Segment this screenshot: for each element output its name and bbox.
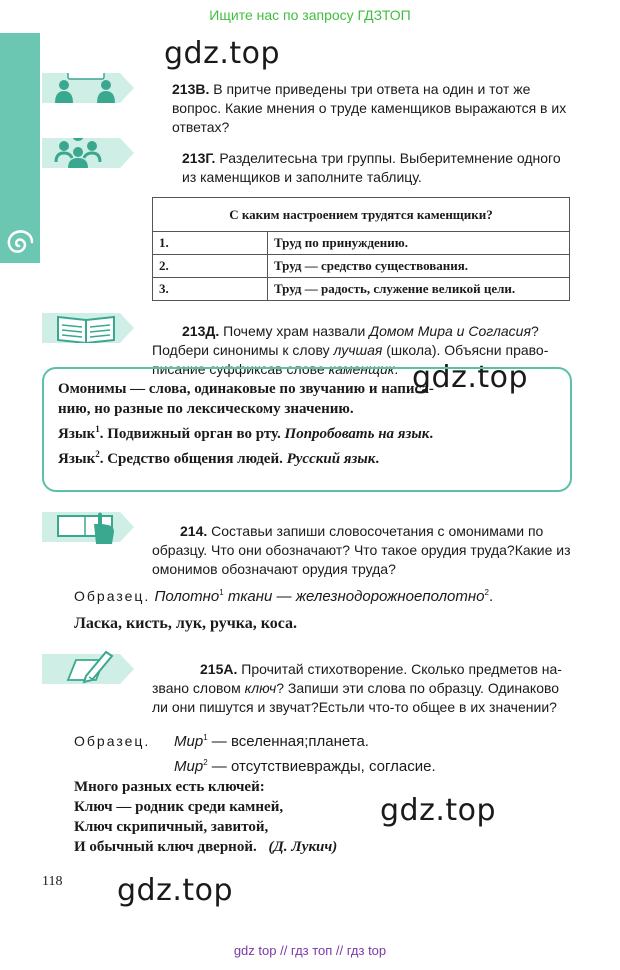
row-number: 3. (153, 278, 268, 301)
row-number: 1. (153, 232, 268, 255)
definition-box (42, 367, 572, 492)
task-215a: 215А. Прочитай стихотворение. Сколько предметов на- звано словом ключ? Запиши эти слова по образцу. Одинаково ли они пишутся и звучат?Естьли что-то общее в их значении? (152, 661, 562, 715)
watermark: gdz.top (164, 36, 281, 71)
poem-line: Много разных есть ключей: (74, 779, 265, 795)
pencil-icon (42, 650, 134, 684)
table-header-row (153, 198, 570, 232)
watermark: gdz.top (380, 793, 497, 828)
definition-line: нию, но разные по лексическому значению. (58, 401, 354, 417)
poem-line: Ключ скрипичный, завитой, (74, 819, 269, 835)
definition-line: Омонимы — слова, одинаковые по звучанию и написа- (58, 381, 434, 397)
poem-line: И обычный ключ дверной. (Д. Лукич) (74, 839, 338, 855)
task-text: В притче приведены три ответа на один и тот же вопрос. Какие мнения о труде каменщиков выражаются в их ответах? (172, 81, 567, 135)
task-text: Разделитесьна три группы. Выберитемнение одного из каменщиков и заполните таблицу. (182, 150, 561, 185)
group-icon (42, 138, 134, 168)
task-number: 213Г. (182, 150, 216, 166)
footer-links: gdz top // гдз топ // гдз top (233, 943, 387, 958)
table-row (153, 232, 570, 255)
book-icon (42, 313, 134, 343)
row-number: 2. (153, 255, 268, 278)
definition-example: Язык$^2$. Средство общения людей. Русский язык. (58, 449, 380, 467)
sample-214: Образец. Полотно$^1$ ткани — железнодорожноеполотно$^2$. (74, 588, 494, 605)
row-text: Труд по принуждению. (268, 232, 570, 255)
table-row (153, 278, 570, 301)
task-number: 214. (180, 523, 208, 539)
poem (74, 777, 337, 857)
row-text: Труд — радость, служение великой цели. (268, 278, 570, 301)
sample-215: Образец. Мир$^1$ — вселенная;планета. Мир$^2$ — отсутствиевражды, согласие. (74, 733, 436, 775)
task-213v (172, 80, 576, 137)
definition-example: Язык$^1$. Подвижный орган во рту. Попробовать на язык. (58, 424, 434, 442)
poem-author: (Д. Лукич) (268, 839, 338, 855)
watermark: gdz.top (412, 360, 529, 395)
swirl-icon (2, 226, 38, 258)
task-213d: 213Д. Почему храм назвали Домом Мира и Согласия? Подбери синонимы к слову лучшая (школа). Объясни право- писание суффиксав слове каменщик. (152, 323, 549, 377)
task-number: 215А. (200, 661, 238, 677)
table-row (153, 255, 570, 278)
sample-label: Образец. (74, 588, 151, 604)
search-hint: Ищите нас по запросу ГДЗТОП (209, 7, 411, 23)
hand-book-icon (42, 510, 134, 544)
dialogue-icon (42, 73, 134, 103)
words-214: Ласка, кисть, лук, ручка, коса. (74, 615, 298, 632)
poem-line: Ключ — родник среди камней, (74, 799, 284, 815)
task-214 (152, 522, 576, 579)
page-number: 118 (42, 874, 63, 889)
task-213g (182, 149, 574, 187)
row-text: Труд — средство существования. (268, 255, 570, 278)
task-number: 213Д. (182, 323, 220, 339)
task-text: Составьи запиши словосочетания с омонимами по образцу. Что они обозначают? Что такое орудия труда?Какие из омонимов обозначают орудия труда? (152, 523, 571, 577)
watermark: gdz.top (117, 873, 234, 908)
masons-table (152, 197, 570, 301)
table-header: С каким настроением трудятся каменщики? (153, 198, 570, 232)
task-number: 213В. (172, 81, 210, 97)
sample-label: Образец. (74, 733, 151, 749)
